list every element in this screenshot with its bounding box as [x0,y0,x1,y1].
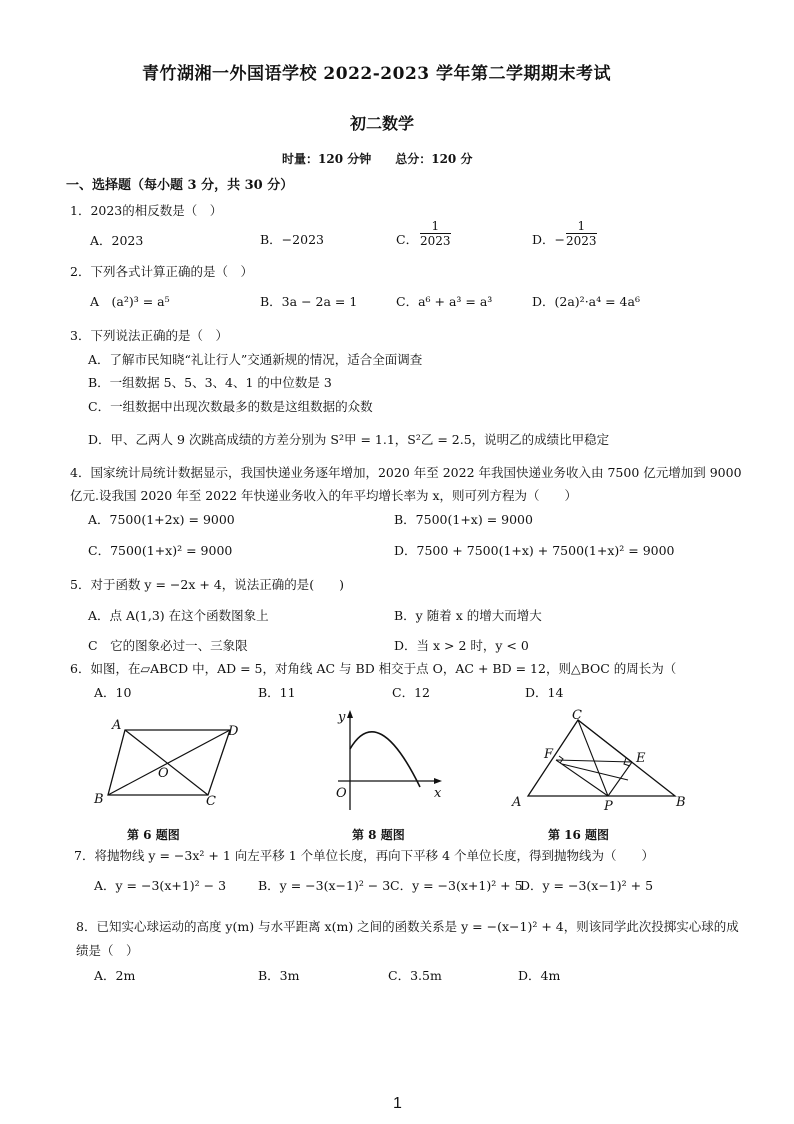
q7-stem: 7．将抛物线 y = −3x² + 1 向左平移 1 个单位长度，再向下平移 4 个单位长度，得到抛物线为（ ） [74,848,655,863]
figure-6-caption: 第 6 题图 [127,828,180,842]
label-f: F [544,747,554,762]
q1-option-c-fraction [420,219,451,248]
q7-option-c: C．y = −3(x+1)² + 5 [390,878,523,893]
q5-option-a: A．点 A(1,3) 在这个函数图象上 [88,608,269,623]
y-axis-arrow [347,710,353,718]
q1-option-c-label: C． [396,232,419,247]
q1-option-b: B．−2023 [260,232,324,247]
exam-title: 青竹湖湘一外国语学校 2022-2023 学年第二学期期末考试 [142,64,612,84]
label-d: D [228,724,239,739]
q3-option-d: D．甲、乙两人 9 次跳高成绩的方差分别为 S²甲 = 1.1，S²乙 = 2.5，说明乙的成绩比甲稳定 [88,432,610,447]
subject-title: 初二数学 [350,114,415,133]
q5-option-d: D．当 x > 2 时，y < 0 [394,638,529,653]
q5-option-c: C 它的图象必过一、三象限 [88,638,248,653]
label-x: x [434,786,442,801]
label-b: B [94,792,104,807]
q8-option-b: B．3m [258,968,300,983]
exam-meta: 时量：120 分钟 总分：120 分 [282,152,473,166]
q8-stem-line2: 绩是（ ） [76,943,139,958]
figure-16-triangle [510,708,695,813]
segment-fp [556,760,608,796]
q2-option-d: D．(2a)²·a⁴ = 4a⁶ [532,294,640,309]
q3-stem: 3．下列说法正确的是（ ） [70,328,228,343]
label-y: y [338,710,346,725]
q1-stem: 1．2023的相反数是（ ） [70,203,223,218]
q7-option-a: A．y = −3(x+1)² − 3 [94,878,227,893]
parabola-curve [350,732,420,787]
q1-option-d-label: D．− [532,232,565,247]
q8-option-a: A．2m [94,968,136,983]
q4-option-d: D．7500 + 7500(1+x) + 7500(1+x)² = 9000 [394,543,675,558]
label-b: B [676,795,686,810]
figure-8-parabola [330,705,450,815]
diagonal-ac [125,730,208,795]
q3-option-c: C．一组数据中出现次数最多的数是这组数据的众数 [88,399,373,414]
q7-option-d: D．y = −3(x−1)² + 5 [520,878,654,893]
q7-option-b: B．y = −3(x−1)² − 3 [258,878,391,893]
q1-d-denominator: 2023 [566,234,597,248]
q4-option-a: A．7500(1+2x) = 9000 [88,512,235,527]
q6-stem: 6．如图，在▱ABCD 中，AD = 5，对角线 AC 与 BD 相交于点 O，AC + BD = 12，则△BOC 的周长为（ [70,661,677,676]
q2-option-c: C．a⁶ + a³ = a³ [396,294,493,309]
q1-option-a: A．2023 [90,233,144,248]
segment-inner [562,764,628,780]
section-heading: 一、选择题（每小题 3 分，共 30 分） [66,178,294,193]
segment-ep [608,762,632,796]
q1-c-numerator: 1 [420,219,451,234]
q6-option-c: C．12 [392,685,430,700]
q8-option-d: D．4m [518,968,561,983]
figure-8-caption: 第 8 题图 [352,828,405,842]
q3-option-b: B．一组数据 5、5、3、4、1 的中位数是 3 [88,375,332,390]
label-c: C [572,708,582,723]
label-p: P [604,799,613,813]
label-c: C [206,794,216,809]
q5-stem: 5．对于函数 y = −2x + 4，说法正确的是( ) [70,577,345,592]
q3-option-a: A．了解市民知晓“礼让行人”交通新规的情况，适合全面调查 [88,352,423,367]
q2-stem: 2．下列各式计算正确的是（ ） [70,264,253,279]
label-a: A [512,795,522,810]
q1-option-d-fraction [566,219,597,248]
q6-option-b: B．11 [258,685,296,700]
q8-stem-line1: 8．已知实心球运动的高度 y(m) 与水平距离 x(m) 之间的函数关系是 y = −(x−1)² + 4，则该同学此次投掷实心球的成 [76,919,739,934]
q4-stem-line2: 亿元.设我国 2020 年至 2022 年快递业务收入的年平均增长率为 x，则可列方程为（ ） [70,488,578,503]
q4-option-b: B．7500(1+x) = 9000 [394,512,533,527]
label-a: A [112,718,122,733]
label-origin: O [336,786,347,801]
q1-c-denominator: 2023 [420,234,451,248]
q4-stem-line1: 4．国家统计局统计数据显示，我国快递业务逐年增加，2020 年至 2022 年我国快递业务收入由 7500 亿元增加到 9000 [70,465,742,480]
x-axis-arrow [434,778,442,784]
page-number: 1 [393,1095,402,1112]
figure-6-parallelogram [90,715,250,815]
q1-d-numerator: 1 [566,219,597,234]
q8-option-c: C．3.5m [388,968,442,983]
label-e: E [636,751,646,766]
label-o: O [158,766,169,781]
q6-option-d: D．14 [525,685,564,700]
q6-option-a: A．10 [94,685,132,700]
q2-option-b: B．3a − 2a = 1 [260,294,358,309]
q2-option-a: A (a²)³ = a⁵ [90,294,170,309]
q4-option-c: C．7500(1+x)² = 9000 [88,543,233,558]
q5-option-b: B．y 随着 x 的增大而增大 [394,608,542,623]
figure-16-caption: 第 16 题图 [548,828,610,842]
